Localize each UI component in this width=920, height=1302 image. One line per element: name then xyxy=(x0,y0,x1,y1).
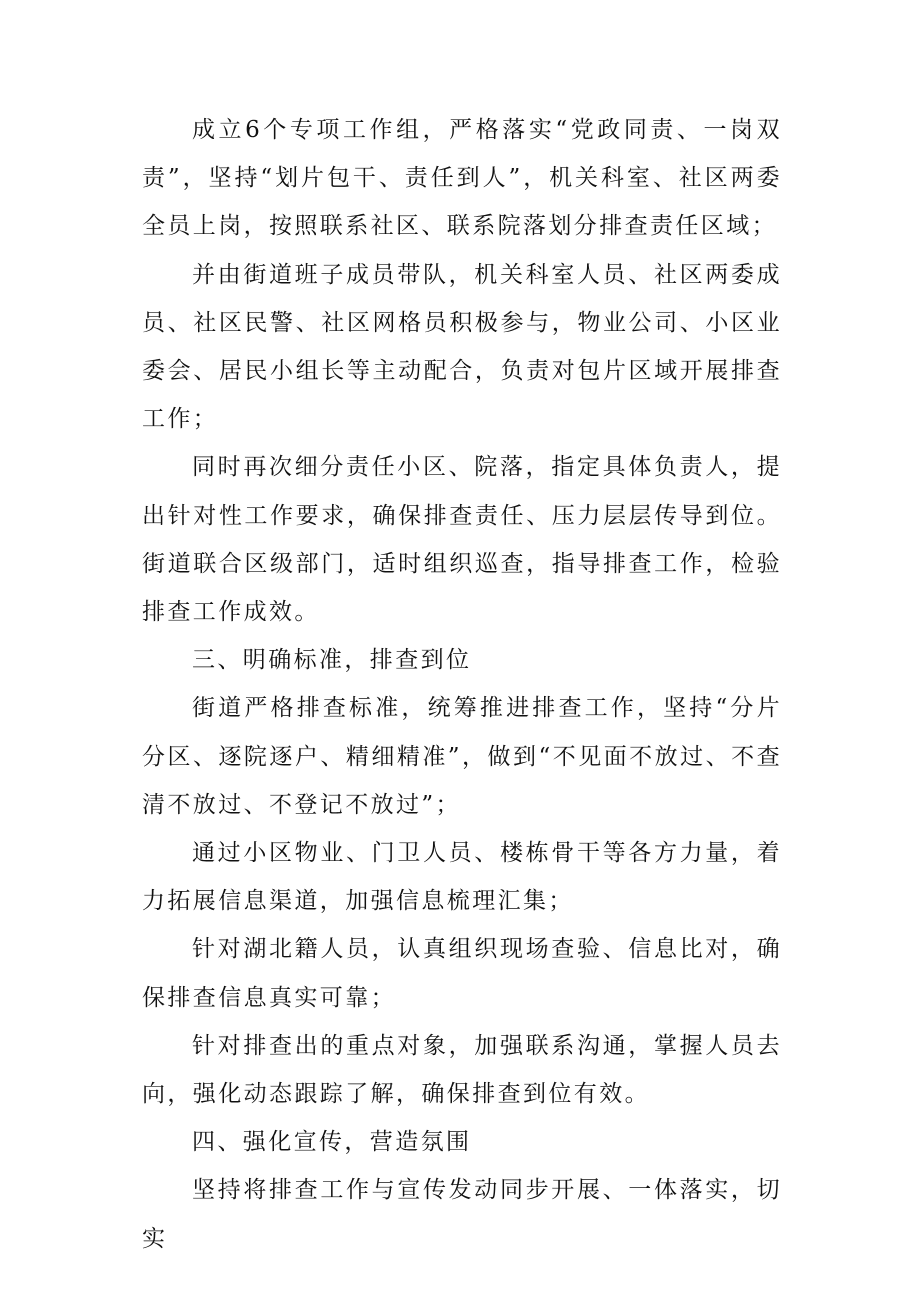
paragraph: 成立6个专项工作组，严格落实“党政同责、一岗双责”，坚持“划片包干、责任到人”，机关科室、社区两委全员上岗，按照联系社区、联系院落划分排查责任区域； xyxy=(142,117,782,240)
paragraph: 针对排查出的重点对象，加强联系沟通，掌握人员去向，强化动态跟踪了解，确保排查到位有效。 xyxy=(142,1032,782,1108)
paragraph: 并由街道班子成员带队，机关科室人员、社区两委成员、社区民警、社区网格员积极参与，物业公司、小区业委会、居民小组长等主动配合，负责对包片区域开展排查工作； xyxy=(142,261,782,433)
paragraph: 同时再次细分责任小区、院落，指定具体负责人，提出针对性工作要求，确保排查责任、压力层层传导到位。街道联合区级部门，适时组织巡查，指导排查工作，检验排查工作成效。 xyxy=(142,454,782,626)
paragraph: 通过小区物业、门卫人员、楼栋骨干等各方力量，着力拓展信息渠道，加强信息梳理汇集； xyxy=(142,840,782,915)
section-heading: 三、明确标准，排查到位 xyxy=(192,647,472,674)
section-heading: 四、强化宣传，营造氛围 xyxy=(192,1129,472,1156)
paragraph: 针对湖北籍人员，认真组织现场查验、信息比对，确保排查信息真实可靠； xyxy=(142,936,782,1011)
paragraph: 坚持将排查工作与宣传发动同步开展、一体落实，切实 xyxy=(142,1177,782,1252)
paragraph: 街道严格排查标准，统筹推进排查工作，坚持“分片分区、逐院逐户、精细精准”，做到“不见面不放过、不查清不放过、不登记不放过”； xyxy=(142,695,782,818)
document-body xyxy=(142,106,782,1263)
